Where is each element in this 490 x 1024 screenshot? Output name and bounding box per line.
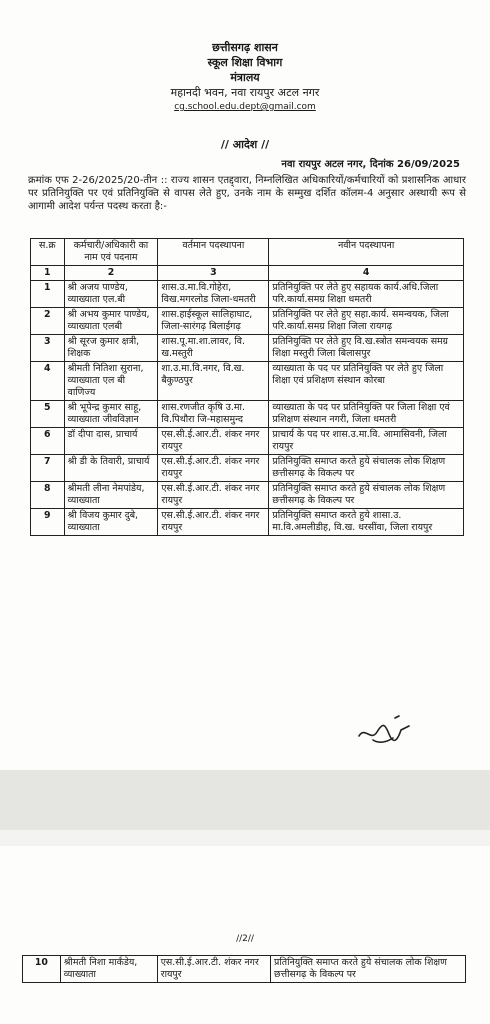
government-name: छत्तीसगढ़ शासन [212,41,278,54]
row-employee: श्री सूरज कुमार क्षत्री, शिक्षक [64,335,158,362]
row-employee: श्रीमती लीना नेमपांडेय, व्याख्याता [64,482,158,509]
order-dateline: नवा रायपुर अटल नगर, दिनांक 26/09/2025 [281,159,460,170]
office-address: महानदी भवन, नवा रायपुर अटल नगर [170,86,320,99]
header-current-posting: वर्तमान पदस्थापना [158,239,269,266]
row-current-posting: शास.पू.मा.शा.लावर, वि. ख.मस्तुरी [158,335,269,362]
row-new-posting: प्रतिनियुक्ति पर लेते हुए वि.ख.स्त्रोत समन्वयक समग्र शिक्षा मस्तुरी जिला बिलासपुर [269,335,464,362]
row-employee: श्री अभय कुमार पाण्डेय, व्याख्याता एलबी [64,308,158,335]
row-new-posting: प्रतिनियुक्ति पर लेते हुए सहा.कार्य. समन्वयक, जिला परि.कार्या.समग्र शिक्षा जिला रायगढ़ [269,308,464,335]
table-row [31,281,464,308]
row-new-posting: व्याख्याता के पद पर प्रतिनियुक्ति पर लेते हुए जिला शिक्षा एवं प्रशिक्षण संस्थान कोरबा [269,362,464,401]
row-employee: डॉ दीपा दास, प्राचार्य [64,428,158,455]
row-serial: 9 [31,509,65,536]
row-serial: 3 [31,335,65,362]
table-row [31,362,464,401]
row-serial: 2 [31,308,65,335]
row-serial: 4 [31,362,65,401]
column-number: 4 [269,266,464,281]
row-new-posting: प्रतिनियुक्ति पर लेते हुए सहायक कार्य.अधि.जिला परि.कार्या.समग्र शिक्षा धमतरी [269,281,464,308]
row-serial: 5 [31,401,65,428]
row-current-posting: एस.सी.ई.आर.टी. शंकर नगर रायपुर [158,455,269,482]
row-current-posting: एस.सी.ई.आर.टी. शंकर नगर रायपुर [158,482,269,509]
row-new-posting: व्याख्याता के पद पर प्रतिनियुक्ति पर जिला शिक्षा एवं प्रशिक्षण संस्थान नगरी, जिला धमतरी [269,401,464,428]
header-new-posting: नवीन पदस्थापना [269,239,464,266]
page-break-gap [0,830,490,846]
row-serial: 8 [31,482,65,509]
column-number-row [31,266,464,281]
row-current-posting: एस.सी.ई.आर.टी. शंकर नगर रायपुर [157,956,270,983]
row-current-posting: एस.सी.ई.आर.टी. शंकर नगर रायपुर [158,428,269,455]
column-number: 2 [64,266,158,281]
row-employee: श्री भूपेन्द्र कुमार साहू, व्याख्याता जीवविज्ञान [64,401,158,428]
header-name: कर्मचारी/अधिकारी का नाम एवं पदनाम [64,239,158,266]
row-new-posting: प्रतिनियुक्ति समाप्त करते हुये संचालक लोक शिक्षण छत्तीसगढ़ के विकल्प पर [269,455,464,482]
row-current-posting: शास.उ.मा.वि.गोहेरा, विख.मगरलोड जिला-धमतरी [158,281,269,308]
row-employee: श्री डी के तिवारी, प्राचार्य [64,455,158,482]
posting-table-continued [22,955,466,983]
department-name: स्कूल शिक्षा विभाग [207,56,283,69]
table-row [31,308,464,335]
posting-table [30,238,464,536]
row-employee: श्री अजय पाण्डेय, व्याख्याता एल.बी [64,281,158,308]
header-serial: स.क्र [31,239,65,266]
row-current-posting: एस.सी.ई.आर.टी. शंकर नगर रायपुर [158,509,269,536]
table-row [23,956,466,983]
column-number: 3 [158,266,269,281]
row-employee: श्री विजय कुमार दुबे, व्याख्याता [64,509,158,536]
signature [355,712,415,748]
table-row [31,335,464,362]
row-serial: 7 [31,455,65,482]
table-row [31,455,464,482]
page-number: //2// [236,934,254,944]
table-row [31,401,464,428]
row-current-posting: शास.हाईस्कूल सालिहाघाट, जिला-सारंगढ़ बिलाईगढ़ [158,308,269,335]
table-row [31,509,464,536]
row-new-posting: प्राचार्य के पद पर शास.उ.मा.वि. आमासिवनी, जिला रायपुर [269,428,464,455]
table-row [31,482,464,509]
letterhead [0,40,490,115]
table-header-row [31,239,464,266]
order-title: // आदेश // [220,138,270,151]
column-number: 1 [31,266,65,281]
ministry-name: मंत्रालय [230,71,260,84]
row-serial: 10 [23,956,61,983]
office-email: cg.school.edu.dept@gmail.com [174,102,316,112]
row-employee: श्रीमती नितिशा सुराना, व्याख्याता एल बी वाणिज्य [64,362,158,401]
row-employee: श्रीमती निशा मार्कंडेय, व्याख्याता [60,956,157,983]
row-serial: 1 [31,281,65,308]
order-paragraph: क्रमांक एफ 2-26/2025/20-तीन :: राज्य शासन एतद्द्वारा, निम्नलिखित अधिकारियों/कर्मचारियों को प्रशासनिक आधार पर प्रतिनियुक्ति पर एवं प्रतिनियुक्ति से वापस लेते हुए, उनके नाम के सम्मुख दर्शित कॉलम-4 अनुसार अस्थायी रूप से आगामी आदेश पर्यन्त पदस्थ करता है:- [28,175,466,212]
row-current-posting: शास.रणजीत कृषि उ.मा. वि.पिथौरा जि-महासमुन्द [158,401,269,428]
row-new-posting: प्रतिनियुक्ति समाप्त करते हुये शासा.उ. मा.वि.अमलीडीह, वि.ख. धरसींवा, जिला रायपुर [269,509,464,536]
row-new-posting: प्रतिनियुक्ति समाप्त करते हुये संचालक लोक शिक्षण छत्तीसगढ़ के विकल्प पर [269,482,464,509]
row-current-posting: शा.उ.मा.वि.नगर, वि.ख. बैकुण्ठपुर [158,362,269,401]
page-break-gap [0,770,490,830]
row-serial: 6 [31,428,65,455]
row-new-posting: प्रतिनियुक्ति समाप्त करते हुये संचालक लोक शिक्षण छत्तीसगढ़ के विकल्प पर [271,956,466,983]
table-row [31,428,464,455]
